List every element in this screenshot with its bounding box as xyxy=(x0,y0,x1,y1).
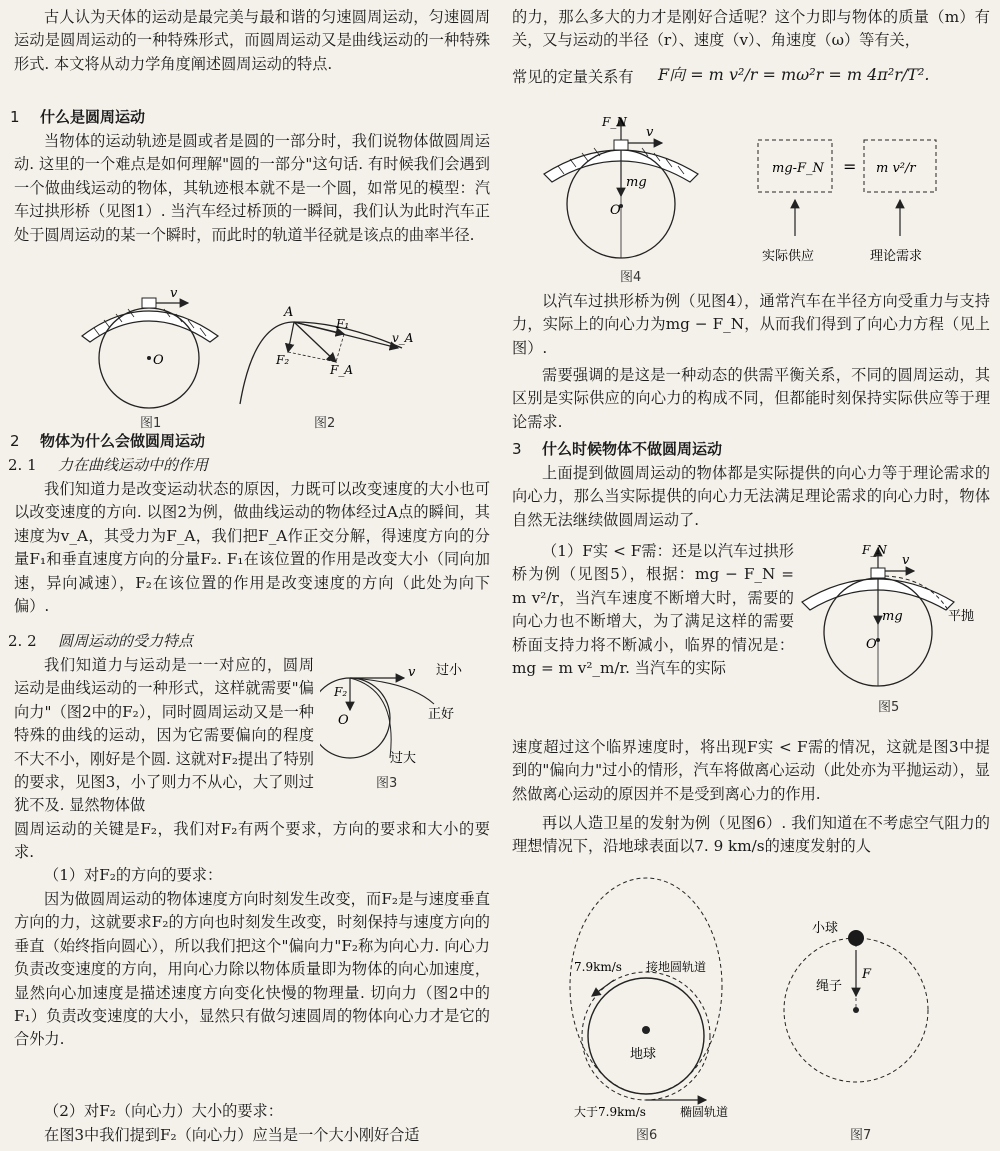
car xyxy=(614,140,628,150)
figure-2-caption: 图2 xyxy=(314,416,336,431)
figure-4-caption: 图4 xyxy=(620,270,642,285)
circle xyxy=(320,678,390,758)
section-number: 2 xyxy=(10,432,20,450)
right-paragraph-4: 上面提到做圆周运动的物体都是实际提供的向心力等于理论需求的向心力，那么当实际提供的向心力无法满足理论需求的向心力时，物体自然无法继续做圆周运动了. xyxy=(512,464,990,529)
subsection-title: 圆周运动的受力特点 xyxy=(58,632,194,650)
ball xyxy=(848,930,864,946)
subsection-2-2-paragraph: 我们知道力与运动是一一对应的，圆周运动是曲线运动的一种形式，这样就需要"偏向力"（图2中的F₂），同时圆周运动又是一种特殊的曲线的运动，因为它需要偏向的程度不大不小，刚好是个圆. 这就对F₂提出了特别的要求，见图3，小了则力不从心，大了则过犹不及. 显然物体做 xyxy=(14,656,314,815)
figure-3-caption: 图3 xyxy=(376,776,398,791)
label-F1: F₁ xyxy=(336,317,350,331)
label-v: v xyxy=(408,665,416,680)
car xyxy=(142,298,156,308)
label-mg: mg xyxy=(626,175,647,190)
demand-expression: m v²/r xyxy=(876,161,916,176)
section-1-paragraph: 当物体的运动轨迹是圆或者是圆的一部分时，我们说物体做圆周运动. 这里的一个难点是如何理解"圆的一部分"这句话. 有时候我们会遇到一个做曲线运动的物体，其轨迹根本就不是一个圆，如常见的模型：汽车过拱形桥（见图1）. 当汽车经过桥顶的一瞬间，我们认为此时汽车正处于圆周运动的某一个瞬时，而此时的轨道半径就是该点的曲率半径. xyxy=(14,132,490,244)
figure-5-caption: 图5 xyxy=(878,700,900,715)
right-paragraph-1-lead: 常见的定量关系有 xyxy=(512,68,634,86)
figure-3 xyxy=(320,660,490,770)
right-paragraph-7: 再以人造卫星的发射为例（见图6）. 我们知道在不考虑空气阻力的理想情况下，沿地球表面以7. 9 km/s的速度发射的人 xyxy=(512,814,990,856)
curve-path xyxy=(240,322,402,404)
label-O: O xyxy=(338,713,349,728)
item-2-heading: （2）对F₂（向心力）大小的要求： xyxy=(44,1102,283,1120)
intro-paragraph: 古人认为天体的运动是最完美与最和谐的匀速圆周运动，匀速圆周运动是圆周运动的一种特殊形式，而圆周运动又是曲线运动的一种特殊形式. 本文将从动力学角度阐述圆周运动的特点. xyxy=(14,8,490,73)
label-FN: F_N xyxy=(862,543,887,557)
path-just-right xyxy=(350,678,391,758)
label-O: O xyxy=(866,637,877,652)
figure-6 xyxy=(562,868,762,1118)
subsection-2-1-heading xyxy=(8,454,208,476)
section-title: 物体为什么会做圆周运动 xyxy=(40,432,206,450)
right-paragraph-2: 以汽车过拱形桥为例（见图4），通常汽车在半径方向受重力与支持力，实际上的向心力为mg − F_N，从而我们得到了向心力方程（见上图）. xyxy=(512,292,990,357)
label-earth: 地球 xyxy=(630,1047,657,1062)
label-velocity-2: 大于7.9km/s xyxy=(574,1105,646,1118)
formula-centripetal: F向 = m v²/r = mω²r = m 4π²r/T². xyxy=(658,65,930,84)
section-2-heading xyxy=(10,430,205,452)
right-paragraph-1: 的力，那么多大的力才是刚好合适呢？这个力即与物体的质量（m）有关，又与运动的半径（r）、速度（v）、角速度（ω）等有关， xyxy=(512,8,990,50)
center-dot xyxy=(147,356,151,360)
FA-arrow xyxy=(294,322,336,362)
right-paragraph-5: （1）F实 < F需：还是以汽车过拱形桥为例（见图5），根据：mg − F_N = m v²/r，当汽车速度不断增大时，需要的向心力也不断增大，为了满足这样的需要桥面支持力将不断减小，临界的情况是：mg = m v²_m/r. 当汽车的实际 xyxy=(512,542,794,678)
earth xyxy=(588,978,704,1094)
bridge-arch xyxy=(82,311,218,342)
figure-7 xyxy=(782,900,972,1110)
item-1-heading: （1）对F₂的方向的要求： xyxy=(44,866,223,884)
label-FA: F_A xyxy=(330,363,353,377)
label-too-large: 过大 xyxy=(390,751,417,766)
label-circular-orbit: 接地圆轨道 xyxy=(646,960,707,974)
section-1-heading xyxy=(10,106,145,128)
subsection-2-2-heading xyxy=(8,630,193,652)
label-too-small: 过小 xyxy=(436,663,463,678)
label-v: v xyxy=(646,125,654,140)
label-FN: F_N xyxy=(602,115,627,129)
subsection-number: 2. 2 xyxy=(8,632,37,650)
label-ball: 小球 xyxy=(812,921,839,936)
label-mg: mg xyxy=(882,609,903,624)
label-F: F xyxy=(862,967,872,982)
section-title: 什么时候物体不做圆周运动 xyxy=(542,440,723,458)
right-paragraph-3: 需要强调的是这是一种动态的供需平衡关系，不同的圆周运动，其区别是实际供应的向心力的构成不同，但都能时刻保持实际供应等于理论需求. xyxy=(512,366,990,431)
figure-1-caption: 图1 xyxy=(140,416,162,431)
label-elliptical-orbit: 椭圆轨道 xyxy=(680,1105,729,1118)
section-title: 什么是圆周运动 xyxy=(40,108,146,126)
section-number: 3 xyxy=(512,440,522,458)
label-velocity-1: 7.9km/s xyxy=(574,960,622,974)
label-projectile: 平抛 xyxy=(948,609,975,624)
circular-orbit xyxy=(582,972,710,1100)
right-paragraph-6: 速度超过这个临界速度时，将出现F实 < F需的情况，这就是图3中提到的"偏向力"过小的情形，汽车将做离心运动（此处亦为平抛运动），显然做离心运动的原因并不是受到离心力的作用. xyxy=(512,738,990,803)
subsection-2-1-paragraph: 我们知道力是改变运动状态的原因，力既可以改变速度的大小也可以改变速度的方向. 以图2为例，做曲线运动的物体经过A点的瞬间，其速度为v_A，其受力为F_A，我们把F_A作正交分解，得速度方向的分量F₁和垂直速度方向的分量F₂. F₁在该位置的作用是改变大小（同向加速，异向减速），F₂在该位置的作用是改变速度的方向（此处为向下偏）. xyxy=(14,480,490,616)
supply-demand-diagram xyxy=(752,136,972,266)
section-3-heading xyxy=(512,438,722,460)
equals-sign: = xyxy=(843,157,857,176)
figure-7-caption: 图7 xyxy=(850,1128,872,1143)
path-too-small xyxy=(350,678,434,704)
label-rope: 绳子 xyxy=(816,979,843,994)
section-number: 1 xyxy=(10,108,20,126)
label-O: O xyxy=(153,353,164,368)
label-F2: F₂ xyxy=(334,685,348,699)
supply-expression: mg-F_N xyxy=(772,161,824,176)
figure-5 xyxy=(798,540,994,690)
F2-arrow xyxy=(288,322,294,352)
subsection-number: 2. 1 xyxy=(8,456,37,474)
orbit-velocity-arrow xyxy=(592,980,614,996)
label-v: v xyxy=(170,286,178,301)
label-actual-supply: 实际供应 xyxy=(762,249,815,264)
label-vA: v_A xyxy=(392,331,414,345)
label-A: A xyxy=(284,305,294,320)
item-2-paragraph: 在图3中我们提到F₂（向心力）应当是一个大小刚好合适 xyxy=(44,1126,420,1144)
car xyxy=(871,568,885,578)
label-O: O xyxy=(610,203,621,218)
figure-4 xyxy=(538,114,708,264)
item-1-paragraph: 因为做圆周运动的物体速度方向时刻发生改变，而F₂是与速度垂直方向的力，这就要求F₂的方向也时刻发生改变，时刻保持与速度方向的垂直（始终指向圆心），所以我们把这个"偏向力"F₂称为向心力. 向心力负责改变速度的方向，用向心力除以物体质量即为物体的向心加速度，显然向心加速度是描述速度方向变化快慢的物理量. 切向力（图2中的F₁）负责改变速度的大小，显然只有做匀速圆周的物体向心力才是它的合外力. xyxy=(14,890,490,1049)
subsection-title: 力在曲线运动中的作用 xyxy=(58,456,209,474)
figure-6-caption: 图6 xyxy=(636,1128,658,1143)
label-just-right: 正好 xyxy=(428,707,455,722)
label-theory-demand: 理论需求 xyxy=(870,249,923,264)
subsection-2-2-paragraph-continued: 圆周运动的关键是F₂，我们对F₂有两个要求，方向的要求和大小的要求. xyxy=(14,820,490,862)
figure-2 xyxy=(232,304,422,414)
label-F2: F₂ xyxy=(276,353,290,367)
label-v: v xyxy=(902,553,910,568)
